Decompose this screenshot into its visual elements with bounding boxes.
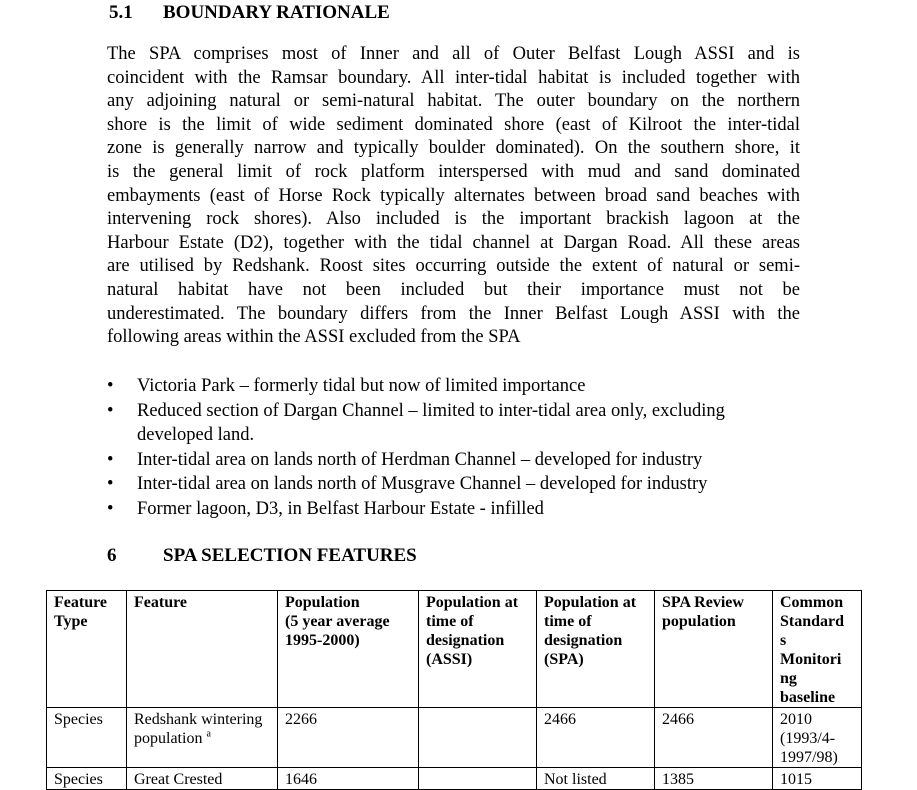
text-line: developed land. [137, 425, 255, 445]
column-header [47, 591, 127, 708]
section-number: 5.1 [109, 2, 133, 23]
text-line: Species [54, 711, 103, 728]
text-line: Great Crested [134, 771, 223, 788]
table-cell [419, 768, 537, 790]
text-line: Not listed [544, 771, 607, 788]
table-cell [278, 768, 419, 790]
text-line: Redshank wintering [134, 711, 263, 728]
text-line: (5 year average [285, 613, 390, 630]
spa-selection-features-table [46, 590, 862, 790]
text-line: Former lagoon, D3, in Belfast Harbour Estate - infilled [137, 498, 544, 519]
table-cell [537, 708, 655, 768]
column-header [278, 591, 419, 708]
text-line: Population at [544, 594, 637, 611]
table-row [47, 768, 862, 790]
text-line: Inter-tidal area on lands north of Herdman Channel – developed for industry [137, 449, 703, 470]
table-cell [537, 768, 655, 790]
table-cell [47, 708, 127, 768]
table-cell [773, 708, 862, 768]
text-line: Population at [426, 594, 519, 611]
list-item [107, 472, 725, 497]
section-title: SPA SELECTION FEATURES [163, 545, 417, 566]
text-line: Population [285, 594, 360, 611]
table-row [47, 708, 862, 768]
text-line: (SPA) [544, 651, 584, 668]
table-cell [127, 768, 278, 790]
text-line: 2466 [662, 711, 694, 728]
paragraph-line: natural habitat have not been included but their importance must not be [107, 279, 800, 300]
list-item [107, 497, 725, 522]
text-line: 2466 [544, 711, 576, 728]
text-line: 1015 [780, 771, 812, 788]
table-header-row [47, 591, 862, 708]
text-line: time of [544, 613, 592, 630]
paragraph-line: are utilised by Redshank. Roost sites occurring outside the extent of natural or semi- [107, 256, 800, 277]
paragraph-line: shore is the limit of wide sediment dominated shore (east of Kilroot the inter-tidal [107, 114, 800, 135]
paragraph-line: following areas within the ASSI excluded from the SPA [107, 327, 521, 348]
text-line: 1997/98) [780, 749, 838, 766]
text-line: Feature [134, 594, 188, 611]
text-line: SPA Review [662, 594, 744, 611]
text-line: population [662, 613, 736, 630]
text-line: designation [426, 632, 505, 649]
paragraph-line: Harbour Estate (D2), together with the tidal channel at Dargan Road. All these areas [107, 232, 800, 253]
text-line: (1993/4- [780, 730, 836, 747]
column-header [655, 591, 773, 708]
boundary-rationale-paragraph [107, 43, 800, 350]
text-line: Standard [780, 613, 845, 630]
text-line: Feature [54, 594, 108, 611]
paragraph-line: coincident with the Ramsar boundary. All inter-tidal habitat is included together with [107, 67, 800, 88]
table-cell [655, 708, 773, 768]
text-line: Type [54, 613, 88, 630]
paragraph-line: zone is generally narrow and typically boulder dominated). On the southern shore, it [107, 138, 800, 159]
paragraph-line: any adjoining natural or semi-natural habitat. The outer boundary on the northern [107, 91, 800, 112]
text-line: Species [54, 771, 103, 788]
text-line: 1646 [285, 771, 317, 788]
table-cell [278, 708, 419, 768]
section-title: BOUNDARY RATIONALE [163, 2, 390, 23]
text-line: 2010 [780, 711, 812, 728]
column-header [419, 591, 537, 708]
paragraph-line: The SPA comprises most of Inner and all of Outer Belfast Lough ASSI and is [107, 44, 800, 64]
text-line: population [134, 730, 203, 747]
text-line: 2266 [285, 711, 317, 728]
paragraph-line: is the general limit of rock platform interspersed with mud and sand dominated [107, 161, 800, 182]
text-line: Common [780, 594, 844, 611]
list-item [107, 399, 725, 448]
column-header [537, 591, 655, 708]
text-line: 1995-2000) [285, 632, 360, 649]
text-line: ng [780, 670, 797, 687]
table-cell [655, 768, 773, 790]
text-line: Victoria Park – formerly tidal but now of limited importance [137, 376, 586, 396]
text-line: s [780, 632, 787, 649]
paragraph-line: underestimated. The boundary differs from the Inner Belfast Lough ASSI with the [107, 303, 800, 324]
excluded-areas-list [107, 374, 725, 521]
list-item [107, 448, 725, 473]
text-line: 1385 [662, 771, 694, 788]
table-cell [419, 708, 537, 768]
paragraph-line: intervening rock shores). Also included is the important brackish lagoon at the [107, 209, 800, 230]
text-line: designation [544, 632, 623, 649]
table-cell [47, 768, 127, 790]
text-line: Monitori [780, 651, 842, 668]
paragraph-line: embayments (east of Horse Rock typically alternates between broad sand beaches with [107, 185, 800, 206]
text-line: Inter-tidal area on lands north of Musgrave Channel – developed for industry [137, 474, 708, 494]
section-number: 6 [107, 545, 117, 566]
text-line: (ASSI) [426, 651, 473, 668]
text-line: Reduced section of Dargan Channel – limited to inter-tidal area only, excluding [137, 400, 725, 421]
column-header [773, 591, 862, 708]
text-line: time of [426, 613, 474, 630]
list-item [107, 374, 725, 399]
text-line: baseline [780, 689, 836, 706]
footnote-marker: a [206, 728, 211, 740]
column-header [127, 591, 278, 708]
table-cell [127, 708, 278, 768]
table-cell [773, 768, 862, 790]
